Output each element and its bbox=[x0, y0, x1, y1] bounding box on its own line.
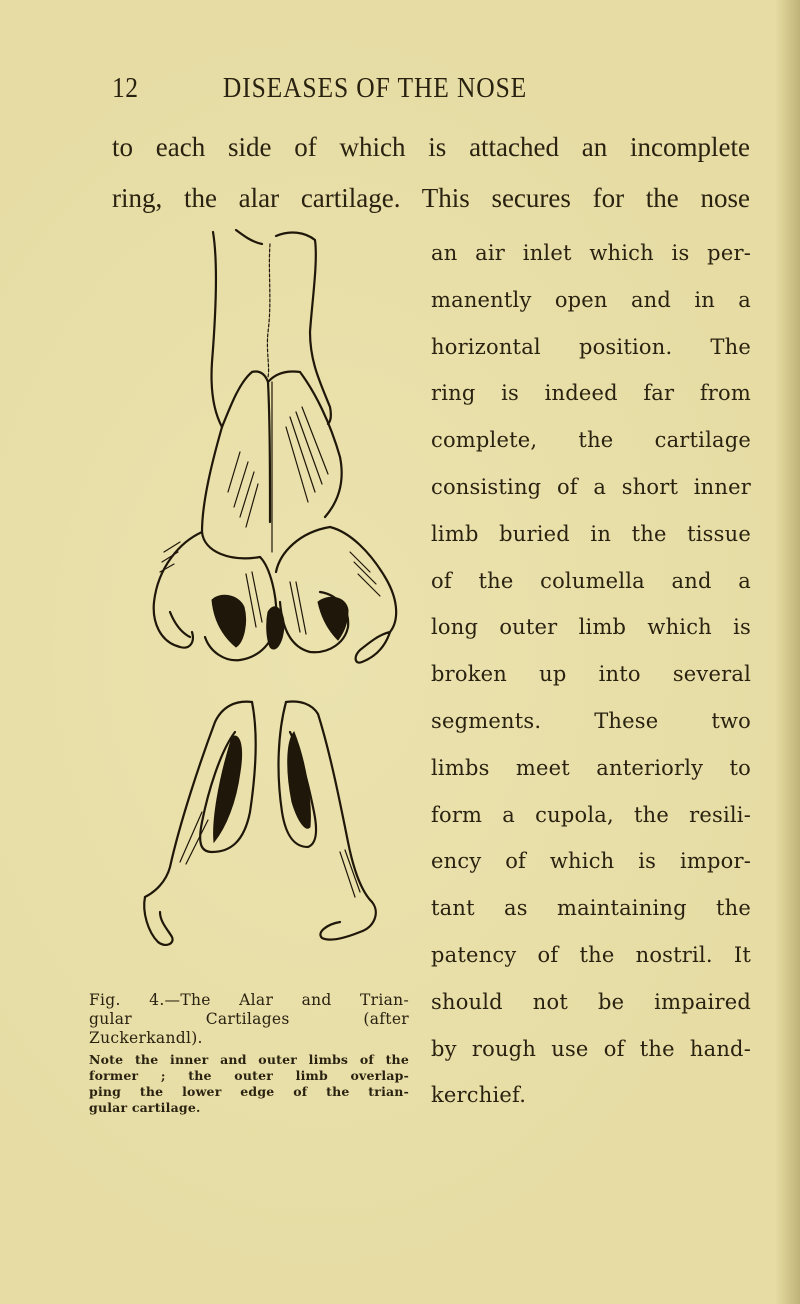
text-line: segments. These two bbox=[431, 708, 751, 733]
running-head bbox=[112, 72, 570, 112]
caption-title-line: Zuckerkandl). bbox=[89, 1029, 203, 1047]
text-line: ring, the alar cartilage. This secures for the nose bbox=[112, 183, 750, 213]
text-line: kerchief. bbox=[431, 1083, 527, 1108]
text-line: ency of which is impor- bbox=[431, 849, 751, 874]
text-line: manently open and in a bbox=[431, 287, 751, 312]
nose-cartilage-frontal-view-icon bbox=[140, 222, 410, 692]
figure-4 bbox=[140, 222, 410, 992]
alar-cartilage-inferior-view-icon bbox=[140, 692, 410, 992]
caption-note-line: gular cartilage. bbox=[89, 1100, 201, 1115]
text-line: ring is indeed far from bbox=[431, 381, 751, 406]
text-line: of the columella and a bbox=[431, 568, 751, 593]
caption-title-line: Fig. 4.—The Alar and Trian- bbox=[89, 991, 409, 1009]
caption-note-line: ping the lower edge of the trian- bbox=[89, 1084, 409, 1099]
text-line: patency of the nostril. It bbox=[431, 942, 751, 967]
text-line: should not be impaired bbox=[431, 989, 751, 1014]
caption-note-line: Note the inner and outer limbs of the bbox=[89, 1052, 409, 1067]
text-line: complete, the cartilage bbox=[431, 428, 751, 453]
caption-title bbox=[89, 991, 409, 1048]
caption-note-line: former ; the outer limb overlap- bbox=[89, 1068, 409, 1083]
text-line: horizontal position. The bbox=[431, 334, 751, 359]
page-number: 12 bbox=[112, 72, 139, 104]
text-line: limb buried in the tissue bbox=[431, 521, 751, 546]
text-line: an air inlet which is per- bbox=[431, 241, 751, 265]
body-text-column bbox=[431, 230, 751, 1119]
text-line: long outer limb which is bbox=[431, 615, 751, 640]
text-line: limbs meet anteriorly to bbox=[431, 755, 751, 780]
text-line: consisting of a short inner bbox=[431, 474, 751, 499]
caption-note bbox=[89, 1052, 409, 1116]
text-line: form a cupola, the resili- bbox=[431, 802, 751, 827]
caption-title-line: gular Cartilages (after bbox=[89, 1010, 409, 1028]
running-title: DISEASES OF THE NOSE bbox=[222, 72, 528, 104]
text-line: broken up into several bbox=[431, 662, 751, 687]
figure-caption bbox=[89, 991, 409, 1116]
text-line: to each side of which is attached an incomplete bbox=[112, 132, 750, 162]
text-line: tant as maintaining the bbox=[431, 896, 751, 921]
text-line: by rough use of the hand- bbox=[431, 1036, 751, 1061]
